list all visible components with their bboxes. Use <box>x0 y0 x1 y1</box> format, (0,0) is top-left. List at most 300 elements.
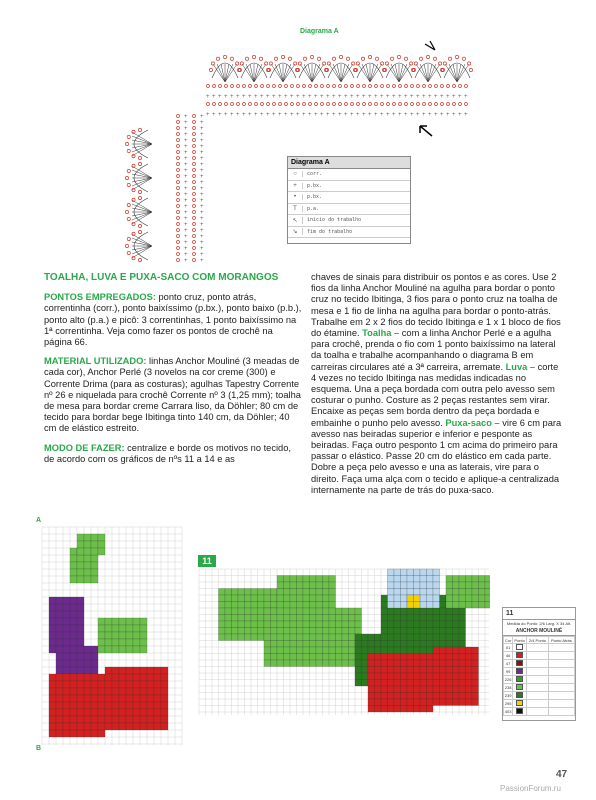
stitch-green <box>479 595 486 602</box>
fan-stitch <box>391 64 399 82</box>
stitch-red <box>368 654 375 661</box>
cross-stitch-chart-11 <box>198 568 490 718</box>
stitch-red <box>63 730 70 737</box>
stitch-dark-green <box>381 595 388 602</box>
chain-ring <box>303 85 306 88</box>
stitch-plus: + <box>290 112 294 118</box>
stitch-dark-green <box>453 615 460 622</box>
chain-ring <box>177 139 180 142</box>
legend-symbol: ○ <box>288 171 303 177</box>
stitch-green <box>70 555 77 562</box>
stitch-red <box>401 673 408 680</box>
stitch-red <box>140 681 147 688</box>
stitch-plus: + <box>440 112 444 118</box>
stitch-red <box>112 681 119 688</box>
stitch-red <box>126 723 133 730</box>
stitch-green <box>277 654 284 661</box>
stitch-red <box>394 667 401 674</box>
stitch-green <box>232 595 239 602</box>
stitch-red <box>381 706 388 713</box>
legend-label: p.a. <box>307 205 320 212</box>
stitch-green <box>77 541 84 548</box>
stitch-purple <box>70 625 77 632</box>
fan-stitch <box>304 64 312 82</box>
stitch-plus: + <box>272 94 276 100</box>
stitch-red <box>472 673 479 680</box>
stitch-red <box>161 695 168 702</box>
stitch-green <box>290 647 297 654</box>
chain-ring <box>414 62 417 65</box>
chain-ring <box>219 103 222 106</box>
stitch-dark-green <box>401 647 408 654</box>
stitch-green <box>290 654 297 661</box>
stitch-red <box>368 693 375 700</box>
stitch-blue <box>414 589 421 596</box>
stitch-plus: + <box>422 112 426 118</box>
stitch-green <box>98 548 105 555</box>
stitch-red <box>414 660 421 667</box>
stitch-plus: + <box>184 240 188 246</box>
stitch-plus: + <box>184 138 188 144</box>
stitch-green <box>323 641 330 648</box>
stitch-red <box>56 681 63 688</box>
stitch-yellow <box>407 595 414 602</box>
stitch-red <box>140 688 147 695</box>
stitch-dark-green <box>362 660 369 667</box>
fan-stitch <box>420 64 428 82</box>
stitch-red <box>112 667 119 674</box>
stitch-red <box>56 716 63 723</box>
stitch-red <box>375 660 382 667</box>
chain-ring <box>345 103 348 106</box>
stitch-red <box>119 688 126 695</box>
chain-ring <box>279 103 282 106</box>
stitch-red <box>119 695 126 702</box>
stitch-green <box>310 615 317 622</box>
stitch-red <box>427 686 434 693</box>
key-color-code: 403 <box>504 709 512 714</box>
stitch-green <box>77 534 84 541</box>
stitch-red <box>440 699 447 706</box>
stitch-purple <box>63 646 70 653</box>
page-number: 47 <box>556 769 568 780</box>
stitch-green <box>77 555 84 562</box>
stitch-red <box>70 716 77 723</box>
stitch-dark-green <box>440 641 447 648</box>
stitch-plus: + <box>344 112 348 118</box>
chain-ring <box>193 253 196 256</box>
legend-row <box>288 181 410 193</box>
chain-ring <box>405 85 408 88</box>
stitch-blue <box>420 595 427 602</box>
stitch-red <box>459 693 466 700</box>
stitch-dark-green <box>355 660 362 667</box>
stitch-red <box>433 680 440 687</box>
stitch-red <box>91 702 98 709</box>
stitch-plus: + <box>184 204 188 210</box>
stitch-green <box>342 660 349 667</box>
key-header: Ponto <box>514 637 525 643</box>
stitch-green <box>105 639 112 646</box>
stitch-red <box>119 702 126 709</box>
stitch-red <box>420 699 427 706</box>
stitch-green <box>271 589 278 596</box>
stitch-red <box>407 693 414 700</box>
stitch-dark-green <box>407 621 414 628</box>
stitch-green <box>126 618 133 625</box>
chain-ring <box>298 62 301 65</box>
stitch-blue <box>433 595 440 602</box>
stitch-dark-green <box>427 647 434 654</box>
legend-title: Diagrama A <box>288 157 410 169</box>
stitch-red <box>420 667 427 674</box>
stitch-red <box>472 667 479 674</box>
stitch-plus: + <box>184 192 188 198</box>
stitch-red <box>394 660 401 667</box>
stitch-green <box>219 634 226 641</box>
stitch-plus: + <box>184 126 188 132</box>
stitch-red <box>77 709 84 716</box>
stitch-dark-green <box>362 673 369 680</box>
stitch-red <box>91 681 98 688</box>
stitch-red <box>147 716 154 723</box>
stitch-red <box>446 667 453 674</box>
chain-ring <box>252 55 255 58</box>
legend-label: p.bx. <box>307 194 323 201</box>
chain-ring <box>303 103 306 106</box>
stitch-dark-green <box>362 634 369 641</box>
stitch-purple <box>63 618 70 625</box>
stitch-plus: + <box>368 112 372 118</box>
chain-ring <box>423 85 426 88</box>
stitch-red <box>414 667 421 674</box>
chain-ring <box>193 151 196 154</box>
stitch-dark-green <box>420 621 427 628</box>
stitch-plus: + <box>200 186 204 192</box>
stitch-dark-green <box>381 641 388 648</box>
stitch-dark-green <box>368 634 375 641</box>
stitch-green <box>349 660 356 667</box>
chain-ring <box>193 223 196 226</box>
stitch-plus: + <box>206 94 210 100</box>
stitch-red <box>381 686 388 693</box>
stitch-red <box>453 699 460 706</box>
chain-ring <box>369 85 372 88</box>
stitch-red <box>427 699 434 706</box>
fan-stitch <box>370 64 378 82</box>
stitch-dark-green <box>440 634 447 641</box>
stitch-dark-green <box>394 634 401 641</box>
stitch-green <box>310 602 317 609</box>
stitch-red <box>91 674 98 681</box>
stitch-green <box>329 634 336 641</box>
stitch-red <box>394 673 401 680</box>
stitch-green <box>112 618 119 625</box>
stitch-blue <box>427 582 434 589</box>
stitch-red <box>161 702 168 709</box>
stitch-red <box>147 723 154 730</box>
chain-ring <box>249 85 252 88</box>
stitch-dark-green <box>414 628 421 635</box>
stitch-green <box>232 621 239 628</box>
stitch-green <box>342 634 349 641</box>
stitch-red <box>459 654 466 661</box>
stitch-green <box>245 634 252 641</box>
stitch-green <box>355 621 362 628</box>
stitch-blue <box>420 569 427 576</box>
stitch-purple <box>70 618 77 625</box>
stitch-dark-green <box>388 615 395 622</box>
stitch-red <box>63 681 70 688</box>
stitch-plus: + <box>344 94 348 100</box>
stitch-blue <box>414 582 421 589</box>
stitch-plus: + <box>362 112 366 118</box>
stitch-green <box>271 654 278 661</box>
stitch-red <box>466 699 473 706</box>
stitch-green <box>316 615 323 622</box>
stitch-dark-green <box>355 667 362 674</box>
stitch-green <box>459 595 466 602</box>
stitch-red <box>154 702 161 709</box>
stitch-green <box>459 589 466 596</box>
stitch-blue <box>427 602 434 609</box>
stitch-dark-green <box>459 608 466 615</box>
stitch-red <box>401 706 408 713</box>
chain-ring <box>127 203 130 206</box>
stitch-red <box>84 716 91 723</box>
stitch-plus: + <box>184 216 188 222</box>
stitch-blue <box>394 589 401 596</box>
stitch-green <box>310 576 317 583</box>
stitch-red <box>414 680 421 687</box>
chain-ring <box>303 57 306 60</box>
chain-ring <box>399 103 402 106</box>
stitch-red <box>119 716 126 723</box>
key-color-code: 99 <box>504 668 513 676</box>
stitch-dark-green <box>446 628 453 635</box>
stitch-plus: + <box>200 150 204 156</box>
stitch-red <box>453 693 460 700</box>
stitch-green <box>290 602 297 609</box>
stitch-green <box>472 589 479 596</box>
stitch-green <box>264 654 271 661</box>
chain-ring <box>393 85 396 88</box>
article-column-left <box>44 272 302 473</box>
stitch-plus: + <box>184 156 188 162</box>
text-instr-a: chaves de sinais para distribuir os pontos e as cores. Use 2 fios da linha Anchor Mouliné na agulha para bordar o ponto cruz no tecido Ibitinga, 3 fios para o ponto cruz na toalha de mesa e 1 fio de linha na agulha para bordar o ponto-atrás. Trabalhe em 2 x 2 fios do tecido Ibitinga e 1 x 1 bloco de fios do étamine. <box>311 272 561 339</box>
stitch-red <box>84 709 91 716</box>
chain-ring <box>193 145 196 148</box>
chain-ring <box>177 163 180 166</box>
stitch-dark-green <box>375 647 382 654</box>
stitch-red <box>375 654 382 661</box>
stitch-green <box>98 639 105 646</box>
stitch-green <box>91 548 98 555</box>
chain-ring <box>177 193 180 196</box>
stitch-dark-green <box>420 608 427 615</box>
stitch-green <box>303 608 310 615</box>
stitch-red <box>472 647 479 654</box>
stitch-green <box>297 628 304 635</box>
stitch-green <box>349 634 356 641</box>
stitch-red <box>466 693 473 700</box>
legend-row <box>288 192 410 204</box>
stitch-green <box>323 582 330 589</box>
stitch-dark-green <box>401 641 408 648</box>
chain-ring <box>333 103 336 106</box>
stitch-green <box>316 647 323 654</box>
key-swatch-cell <box>513 684 527 692</box>
stitch-dark-green <box>427 641 434 648</box>
stitch-plus: + <box>200 192 204 198</box>
stitch-red <box>161 681 168 688</box>
fan-stitch <box>225 64 233 82</box>
stitch-green <box>316 576 323 583</box>
stitch-green <box>316 602 323 609</box>
stitch-dark-green <box>420 615 427 622</box>
key-empty-cell <box>548 652 574 660</box>
stitch-plus: + <box>338 94 342 100</box>
stitch-green <box>297 647 304 654</box>
chain-ring <box>363 103 366 106</box>
chain-ring <box>417 85 420 88</box>
stitch-green <box>232 634 239 641</box>
stitch-green <box>323 660 330 667</box>
stitch-red <box>112 695 119 702</box>
chain-ring <box>309 85 312 88</box>
stitch-green <box>336 621 343 628</box>
stitch-plus: + <box>200 168 204 174</box>
stitch-red <box>433 660 440 667</box>
stitch-green <box>290 576 297 583</box>
stitch-purple <box>63 625 70 632</box>
stitch-green <box>355 628 362 635</box>
stitch-red <box>91 723 98 730</box>
stitch-green <box>297 654 304 661</box>
key-row <box>504 676 575 684</box>
stitch-green <box>466 602 473 609</box>
chain-ring <box>435 85 438 88</box>
stitch-red <box>161 688 168 695</box>
chain-ring <box>385 62 388 65</box>
chain-ring <box>177 211 180 214</box>
key-swatch <box>516 668 523 674</box>
stitch-plus: + <box>184 186 188 192</box>
stitch-plus: + <box>212 94 216 100</box>
chain-ring <box>381 62 384 65</box>
stitch-red <box>105 695 112 702</box>
stitch-red <box>375 699 382 706</box>
chain-ring <box>125 142 128 145</box>
stitch-dark-green <box>388 621 395 628</box>
chain-ring <box>216 57 219 60</box>
stitch-red <box>401 654 408 661</box>
chain-ring <box>237 103 240 106</box>
chain-ring <box>193 187 196 190</box>
stitch-green <box>105 618 112 625</box>
stitch-red <box>459 647 466 654</box>
stitch-green <box>303 615 310 622</box>
key-swatch <box>516 692 523 698</box>
legend-label: p.bx. <box>307 182 323 189</box>
stitch-red <box>49 681 56 688</box>
stitch-red <box>407 654 414 661</box>
paragraph-material <box>44 356 302 434</box>
stitch-green <box>290 621 297 628</box>
stitch-dark-green <box>433 641 440 648</box>
stitch-red <box>49 695 56 702</box>
key-swatch <box>516 700 523 706</box>
stitch-dark-green <box>388 628 395 635</box>
stitch-red <box>140 723 147 730</box>
stitch-plus: + <box>200 132 204 138</box>
stitch-blue <box>388 582 395 589</box>
stitch-red <box>98 695 105 702</box>
stitch-red <box>368 660 375 667</box>
stitch-plus: + <box>242 94 246 100</box>
stitch-green <box>284 647 291 654</box>
stitch-dark-green <box>375 641 382 648</box>
stitch-green <box>303 634 310 641</box>
chain-ring <box>193 241 196 244</box>
stitch-red <box>433 647 440 654</box>
stitch-green <box>98 534 105 541</box>
stitch-red <box>388 693 395 700</box>
stitch-red <box>407 673 414 680</box>
stitch-red <box>420 686 427 693</box>
stitch-green <box>277 615 284 622</box>
key-swatch <box>516 684 523 690</box>
stitch-plus: + <box>200 222 204 228</box>
stitch-green <box>349 641 356 648</box>
stitch-red <box>446 647 453 654</box>
chain-ring <box>468 62 471 65</box>
stitch-red <box>49 709 56 716</box>
stitch-red <box>440 667 447 674</box>
chain-ring <box>404 57 407 60</box>
stitch-dark-green <box>446 634 453 641</box>
stitch-red <box>401 686 408 693</box>
stitch-red <box>381 693 388 700</box>
chain-ring <box>231 85 234 88</box>
stitch-green <box>98 625 105 632</box>
stitch-plus: + <box>184 198 188 204</box>
chain-ring <box>435 103 438 106</box>
chain-ring <box>453 85 456 88</box>
stitch-plus: + <box>428 94 432 100</box>
stitch-green <box>323 602 330 609</box>
cross-stitch-chart-left <box>40 525 186 747</box>
stitch-dark-green <box>414 615 421 622</box>
stitch-plus: + <box>458 94 462 100</box>
stitch-plus: + <box>248 112 252 118</box>
stitch-dark-green <box>407 647 414 654</box>
stitch-dark-green <box>453 634 460 641</box>
stitch-green <box>91 534 98 541</box>
stitch-purple <box>70 604 77 611</box>
stitch-plus: + <box>230 112 234 118</box>
stitch-red <box>407 667 414 674</box>
stitch-dark-green <box>381 615 388 622</box>
legend-label: fim do trabalho <box>307 228 353 235</box>
key-empty-cell <box>548 684 574 692</box>
stitch-dark-green <box>381 602 388 609</box>
stitch-red <box>375 667 382 674</box>
stitch-plus: + <box>200 246 204 252</box>
chain-ring <box>177 133 180 136</box>
end-arrow <box>425 41 435 50</box>
stitch-dark-green <box>407 608 414 615</box>
